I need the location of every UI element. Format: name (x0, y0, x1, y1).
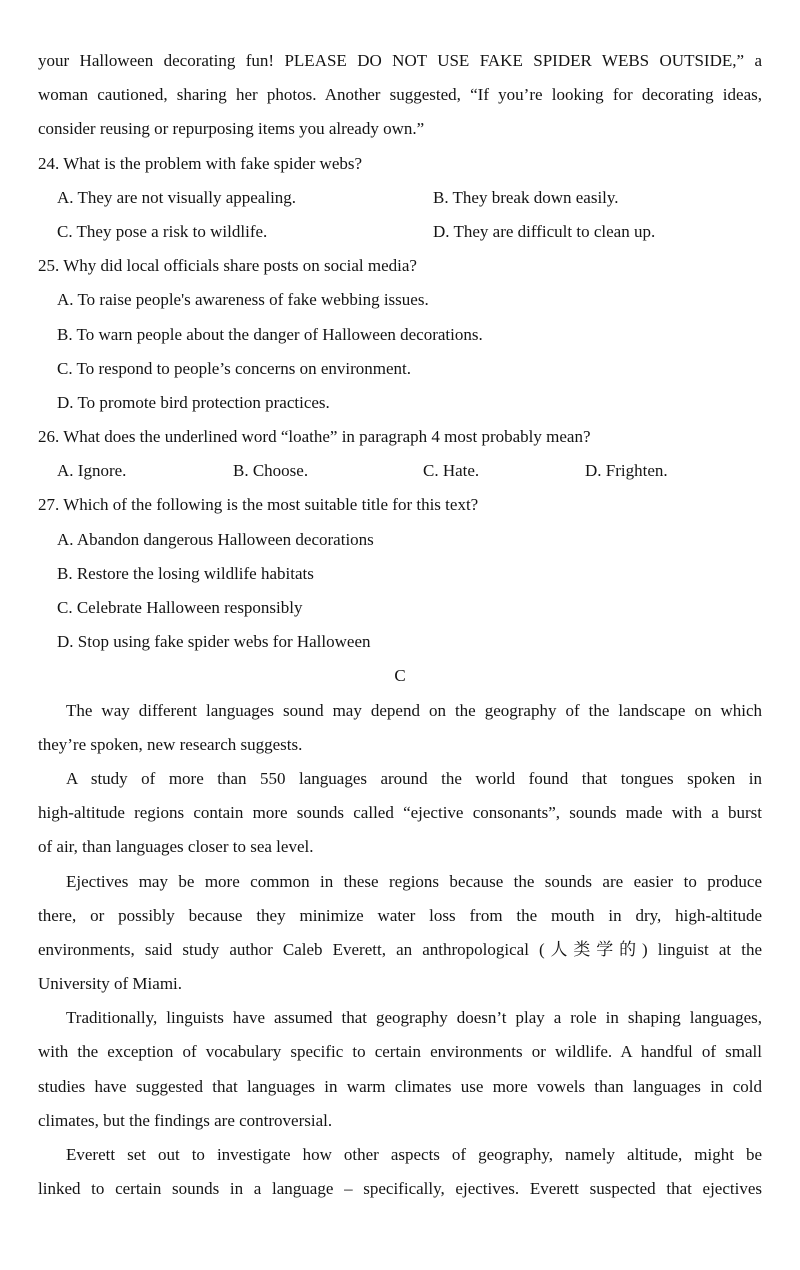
option-label: A. (57, 461, 74, 481)
passage-c-line: Traditionally, linguists have assumed that geography doesn’t play a role in shaping languages, (66, 1008, 762, 1028)
option-27-b (38, 557, 762, 591)
option-25-b (38, 318, 762, 352)
option-26-a (57, 454, 126, 488)
passage-c-line: studies have suggested that languages in warm climates use more vowels than languages in cold (38, 1076, 762, 1096)
option-label: B. (57, 324, 73, 344)
passage-c-line: they’re spoken, new research suggests. (38, 734, 303, 754)
option-27-c (38, 591, 762, 625)
option-26-b (233, 454, 308, 488)
option-label: C. (423, 461, 439, 481)
passage-b-line: woman cautioned, sharing her photos. Another suggested, “If you’re looking for decorating ideas, (38, 85, 762, 105)
option-text: To raise people's awareness of fake webbing issues. (77, 290, 429, 310)
section-c-header: C (394, 666, 406, 686)
option-text: They are difficult to clean up. (453, 221, 656, 241)
option-text: They are not visually appealing. (77, 187, 297, 207)
question-number: 25. (38, 256, 60, 276)
passage-c-line: A study of more than 550 languages around the world found that tongues spoken in (66, 768, 762, 788)
option-text: They pose a risk to wildlife. (76, 221, 268, 241)
option-label: D. (57, 392, 74, 412)
passage-c-line: Everett set out to investigate how other aspects of geography, namely altitude, might be (66, 1145, 762, 1164)
question-25 (38, 249, 762, 283)
passage-c-line: linked to certain sounds in a language – specifically, ejectives. Everett suspected that ejectives (38, 1179, 762, 1199)
option-label: D. (433, 221, 450, 241)
option-label: A. (57, 187, 74, 207)
passage-c-line: Ejectives may be more common in these regions because the sounds are easier to produce (66, 871, 762, 891)
option-24-c (57, 215, 267, 249)
passage-c-line: climates, but the findings are controversial. (38, 1110, 333, 1130)
passage-b-line: consider reusing or repurposing items you already own.” (38, 119, 425, 139)
question-text: What does the underlined word “loathe” in paragraph 4 most probably mean? (63, 427, 591, 447)
passage-c-line: with the exception of vocabulary specific to certain environments or wildlife. A handful of small (38, 1042, 762, 1062)
option-24-d (433, 215, 655, 249)
option-24-a (57, 181, 296, 215)
question-text: Which of the following is the most suitable title for this text? (63, 495, 479, 515)
option-25-c (38, 352, 762, 386)
option-text: They break down easily. (452, 187, 619, 207)
question-number: 27. (38, 495, 60, 515)
option-26-d (585, 454, 668, 488)
option-label: C. (57, 358, 73, 378)
option-text: Stop using fake spider webs for Halloween (77, 632, 371, 652)
question-24 (38, 147, 762, 181)
option-27-a (38, 523, 762, 557)
option-label: D. (57, 632, 74, 652)
passage-c-line: The way different languages sound may depend on the geography of the landscape on which (66, 700, 762, 720)
passage-c-line: University of Miami. (38, 974, 183, 994)
question-26-options-row (38, 454, 762, 488)
option-text: Choose. (252, 461, 309, 481)
question-24-options-row (38, 215, 762, 249)
question-26 (38, 420, 762, 454)
question-number: 26. (38, 427, 60, 447)
passage-b-line: your Halloween decorating fun! PLEASE DO NOT USE FAKE SPIDER WEBS OUTSIDE,” a (38, 51, 762, 70)
question-27 (38, 488, 762, 522)
question-number: 24. (38, 153, 60, 173)
option-26-c (423, 454, 479, 488)
option-label: B. (433, 187, 449, 207)
question-24-options-row (38, 181, 762, 215)
option-text: Celebrate Halloween responsibly (76, 598, 303, 617)
option-text: Ignore. (77, 461, 127, 481)
option-label: C. (57, 598, 73, 617)
option-label: D. (585, 461, 602, 481)
question-text: What is the problem with fake spider webs? (63, 153, 363, 173)
option-24-b (433, 181, 619, 215)
passage-c-line: of air, than languages closer to sea level. (38, 837, 314, 857)
option-27-d (38, 625, 762, 659)
option-text: To warn people about the danger of Halloween decorations. (76, 324, 483, 344)
option-25-d (38, 386, 762, 420)
option-text: Abandon dangerous Halloween decorations (76, 529, 374, 549)
passage-c-line: high-altitude regions contain more sounds called “ejective consonants”, sounds made with a burst (38, 803, 762, 823)
option-text: To respond to people’s concerns on environment. (76, 358, 412, 378)
option-label: B. (57, 563, 73, 583)
option-label: A. (57, 290, 74, 310)
question-text: Why did local officials share posts on social media? (63, 256, 417, 276)
option-25-a (38, 283, 762, 317)
option-text: Restore the losing wildlife habitats (76, 563, 314, 583)
text-block (38, 44, 762, 1206)
option-text: To promote bird protection practices. (77, 392, 330, 412)
option-text: Hate. (442, 461, 480, 481)
option-text: Frighten. (605, 461, 668, 481)
option-label: C. (57, 221, 73, 241)
option-label: A. (57, 529, 74, 549)
option-label: B. (233, 461, 249, 481)
passage-c-line: there, or possibly because they minimize water loss from the mouth in dry, high-altitude (38, 905, 762, 925)
passage-c-line: environments, said study author Caleb Everett, an anthropological (人类学的) linguist at the (38, 939, 762, 959)
